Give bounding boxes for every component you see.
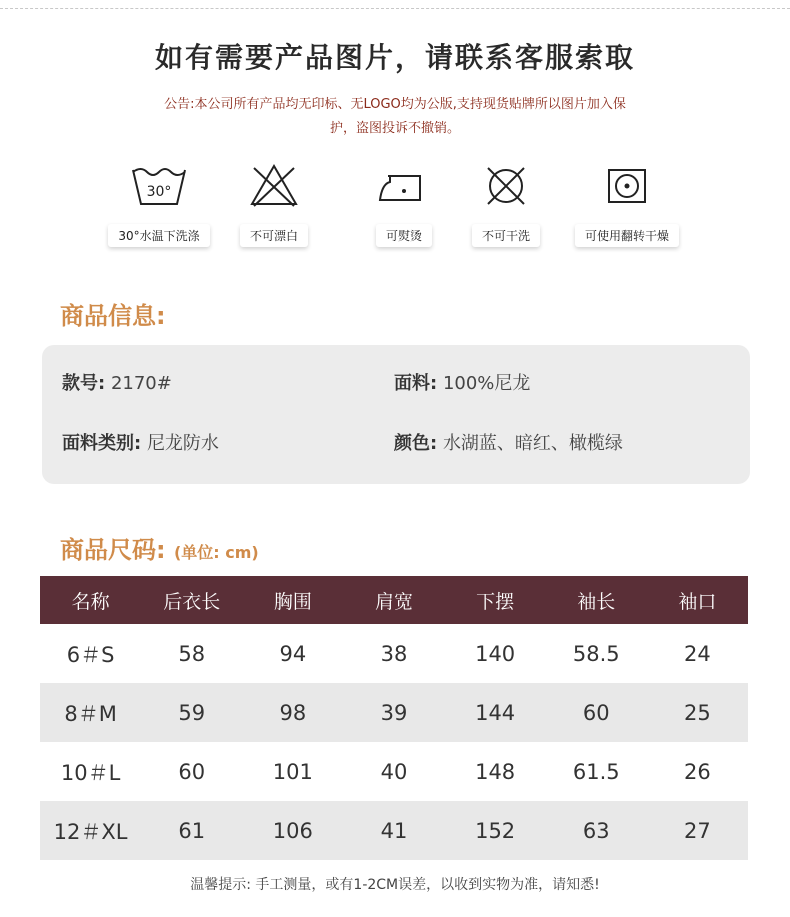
care-label-no-bleach: 不可漂白 (240, 224, 308, 247)
page-title: 如有需要产品图片，请联系客服索取 (154, 41, 635, 74)
table-cell: 38 (380, 641, 408, 666)
size-title-text: 商品尺码: (60, 536, 166, 564)
notice-text (115, 93, 675, 141)
table-cell: 12＃XL (40, 801, 141, 860)
table-cell: 10＃L (60, 760, 121, 785)
info-value: 水湖蓝、暗红、橄榄绿 (442, 433, 623, 454)
info-key: 面料类别: (62, 433, 142, 454)
info-section-title: 商品信息: (60, 302, 166, 330)
column-header: 袖口 (647, 576, 748, 624)
column-header: 袖长 (546, 576, 647, 624)
table-row (40, 801, 748, 860)
notice-line-1: 公告:本公司所有产品均无印标、无LOGO均为公版,支持现货贴牌所以图片加入保 (164, 97, 626, 112)
info-key: 款号: (62, 373, 106, 394)
table-cell: 26 (684, 759, 711, 784)
wash-30-icon (129, 160, 189, 210)
table-cell: 101 (272, 759, 313, 784)
care-label-wash: 30°水温下洗涤 (108, 224, 209, 247)
notice-line-2: 护，盗图投诉不撤销。 (329, 121, 460, 136)
info-fabric-type (62, 429, 219, 455)
info-value: 尼龙防水 (146, 433, 219, 454)
table-cell: 39 (343, 683, 444, 742)
size-table (40, 576, 748, 860)
table-cell: 6＃S (66, 642, 115, 667)
info-key: 颜色: (394, 433, 438, 454)
table-cell: 61.5 (572, 759, 620, 784)
care-label-iron: 可熨烫 (376, 224, 432, 247)
info-fabric (394, 369, 530, 395)
care-instructions (0, 160, 790, 260)
svg-text:30°: 30° (146, 184, 172, 200)
care-item-no-dry-clean (446, 160, 566, 247)
size-section-title (60, 530, 259, 565)
table-header-row (40, 576, 748, 624)
table-cell: 152 (445, 801, 546, 860)
table-cell: 41 (343, 801, 444, 860)
care-label-no-dry-clean: 不可干洗 (472, 224, 540, 247)
table-cell: 60 (546, 683, 647, 742)
table-cell: 148 (475, 759, 516, 784)
info-value: 100%尼龙 (442, 373, 531, 394)
table-cell: 60 (178, 759, 206, 784)
table-cell: 25 (647, 683, 748, 742)
info-style-number (62, 369, 172, 395)
tumble-dry-icon (597, 160, 657, 210)
table-cell: 40 (380, 759, 408, 784)
table-cell: 8＃M (40, 683, 141, 742)
column-header: 下摆 (445, 576, 546, 624)
table-cell: 98 (242, 683, 343, 742)
table-cell: 27 (647, 801, 748, 860)
table-row (40, 624, 748, 683)
table-cell: 59 (141, 683, 242, 742)
care-item-wash (99, 160, 219, 247)
iron-icon (374, 160, 434, 210)
table-row (40, 742, 748, 801)
column-header: 名称 (40, 576, 141, 624)
product-info-box (42, 345, 750, 484)
table-cell: 24 (684, 641, 711, 666)
column-header: 胸围 (242, 576, 343, 624)
info-colors (394, 429, 623, 455)
table-cell: 144 (445, 683, 546, 742)
table-cell: 63 (546, 801, 647, 860)
column-header: 肩宽 (343, 576, 444, 624)
measurement-tip: 温馨提示: 手工测量，或有1-2CM误差，以收到实物为准，请知悉! (190, 877, 600, 893)
table-cell: 94 (279, 641, 307, 666)
care-item-no-bleach (214, 160, 334, 247)
care-label-tumble-dry: 可使用翻转干燥 (575, 224, 679, 247)
column-header: 后衣长 (141, 576, 242, 624)
table-cell: 140 (475, 641, 516, 666)
table-cell: 61 (141, 801, 242, 860)
no-dry-clean-icon (476, 160, 536, 210)
top-dashed-divider (0, 8, 790, 9)
table-cell: 58.5 (572, 641, 620, 666)
care-item-tumble-dry (567, 160, 687, 247)
size-unit-text: (单位: cm) (173, 543, 259, 562)
info-key: 面料: (394, 373, 438, 394)
table-cell: 58 (178, 641, 206, 666)
table-cell: 106 (242, 801, 343, 860)
table-row (40, 683, 748, 742)
no-bleach-icon (244, 160, 304, 210)
info-value: 2170# (110, 373, 172, 394)
